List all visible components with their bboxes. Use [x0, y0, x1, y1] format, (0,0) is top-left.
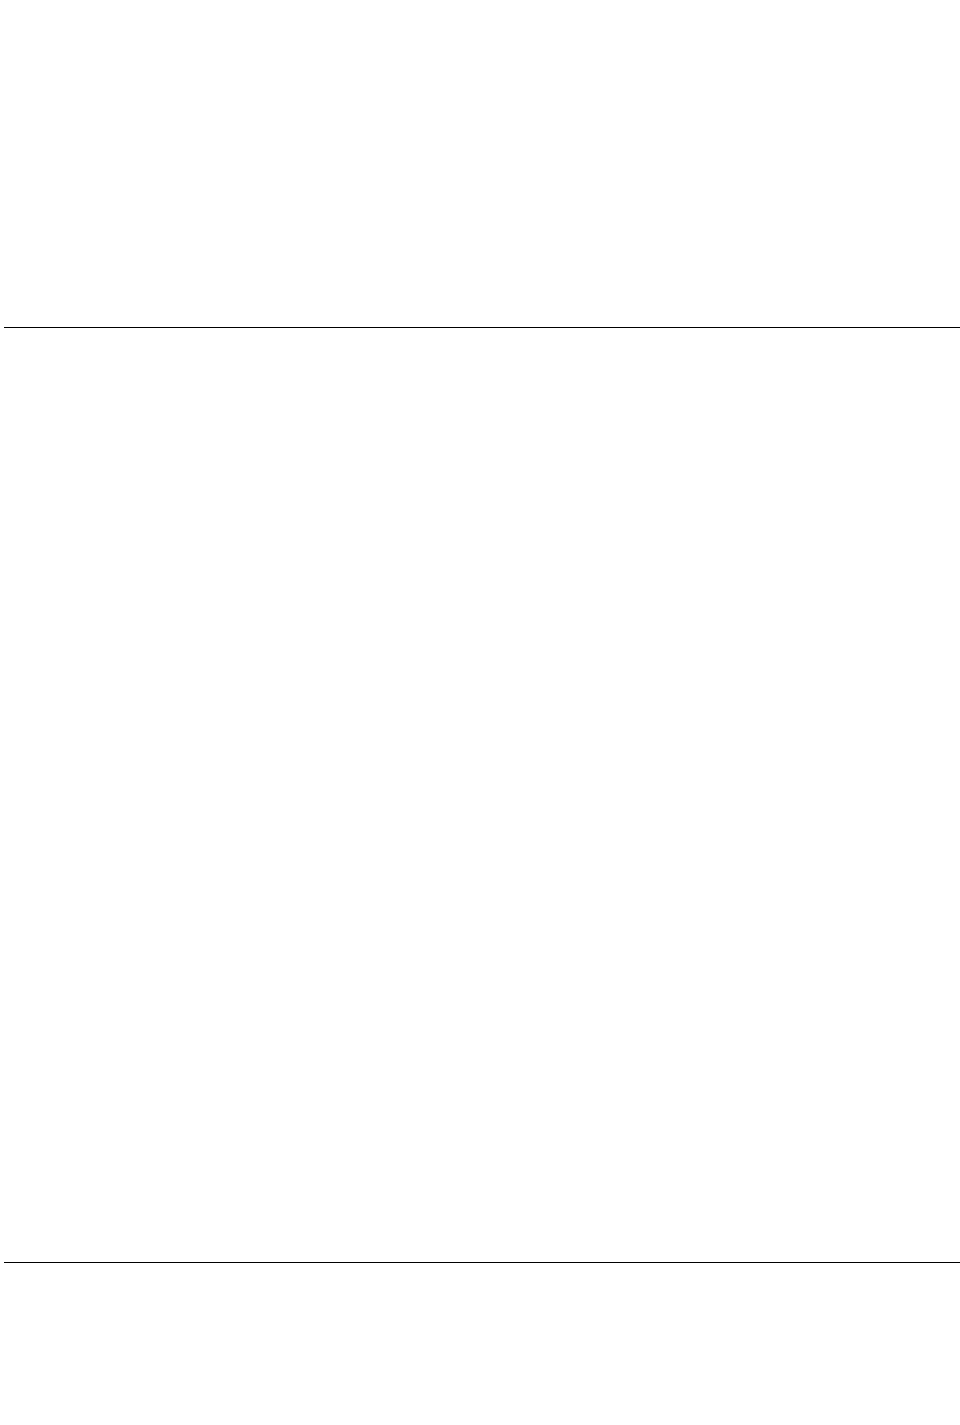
summary-row-coefficient [0, 1291, 960, 1319]
table-header-row [0, 273, 960, 301]
table-units-row [0, 300, 960, 328]
summary-row-sum [0, 1264, 960, 1292]
summary-divider [4, 1262, 960, 1263]
header-divider [4, 327, 960, 328]
